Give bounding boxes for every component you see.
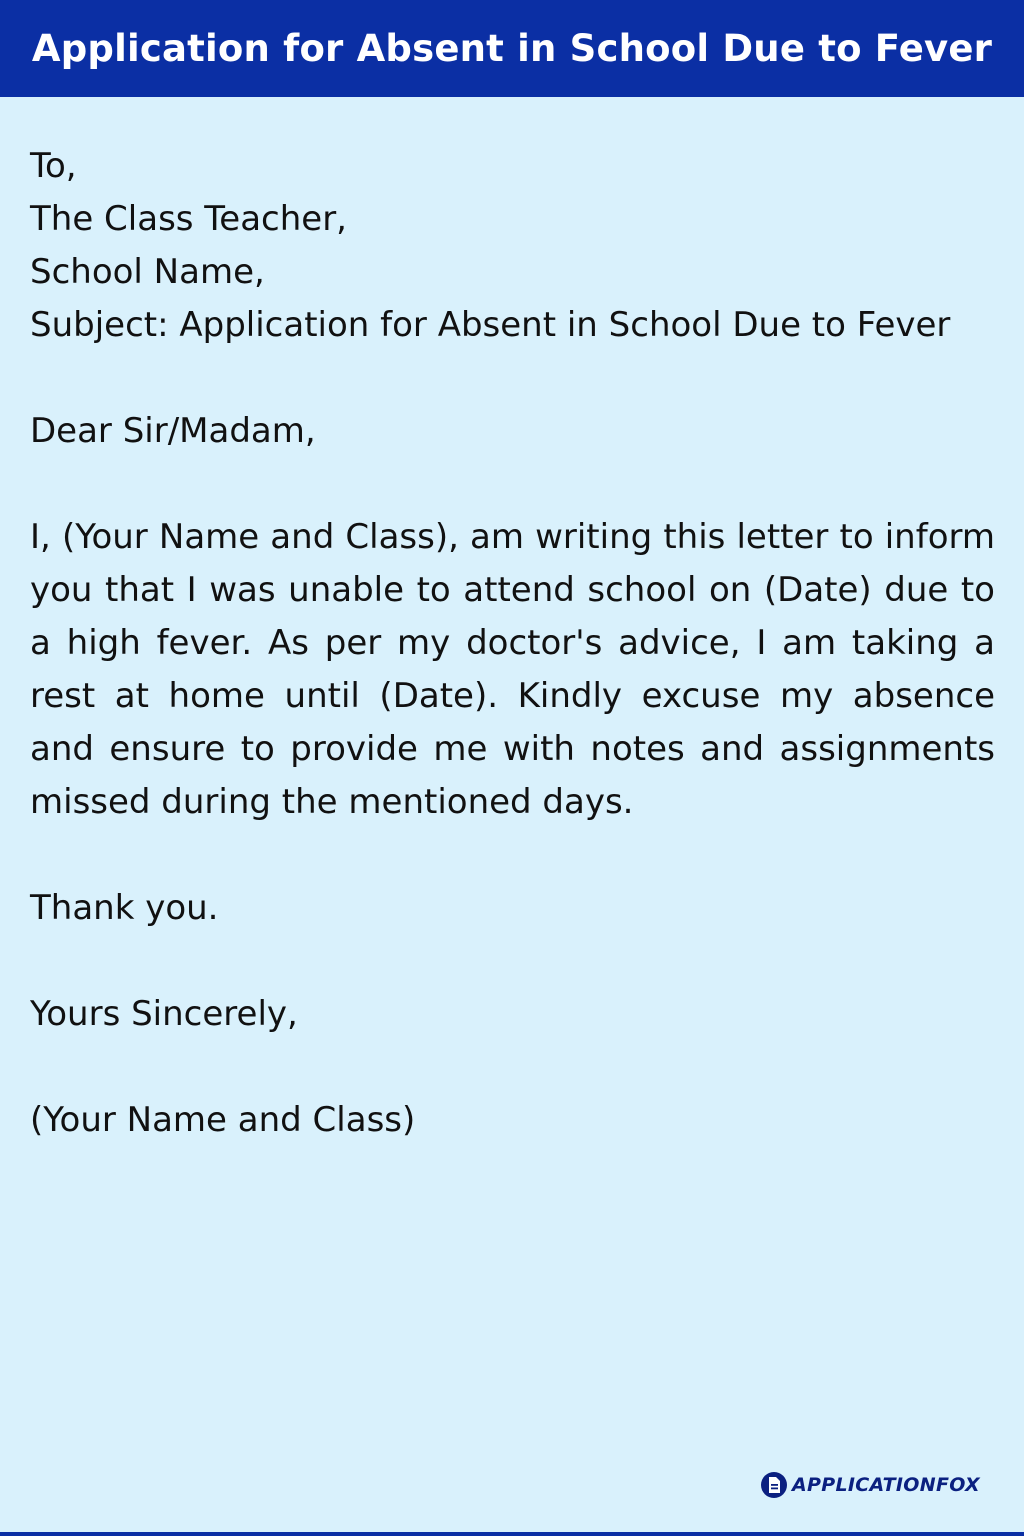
- bottom-divider: [0, 1532, 1024, 1536]
- brand-logo: [760, 1470, 980, 1500]
- document-icon: [760, 1471, 788, 1499]
- signature-line: (Your Name and Class): [30, 1100, 416, 1140]
- spacer: [30, 829, 995, 882]
- brand-name: APPLICATIONFOX: [792, 1474, 980, 1496]
- thanks-line: Thank you.: [30, 888, 219, 928]
- subject-line: Subject: Application for Absent in School Due to Fever: [30, 305, 951, 345]
- spacer: [30, 1041, 995, 1094]
- spacer: [30, 458, 995, 511]
- recipient-line: The Class Teacher,: [30, 199, 347, 239]
- page-header: [0, 0, 1024, 97]
- salutation-to: To,: [30, 146, 77, 186]
- letter-body: [30, 140, 995, 1147]
- spacer: [30, 352, 995, 405]
- spacer: [30, 935, 995, 988]
- school-line: School Name,: [30, 252, 265, 292]
- closing-line: Yours Sincerely,: [30, 994, 298, 1034]
- body-paragraph: I, (Your Name and Class), am writing this letter to inform you that I was unable to attend school on (Date) due to a high fever. As per my doctor's advice, I am taking a rest at home until (Date). Kindly excuse my absence and ensure to provide me with notes and assignments missed during the mentioned days.: [30, 517, 995, 822]
- greeting-line: Dear Sir/Madam,: [30, 411, 316, 451]
- page-title: Application for Absent in School Due to Fever: [31, 27, 993, 70]
